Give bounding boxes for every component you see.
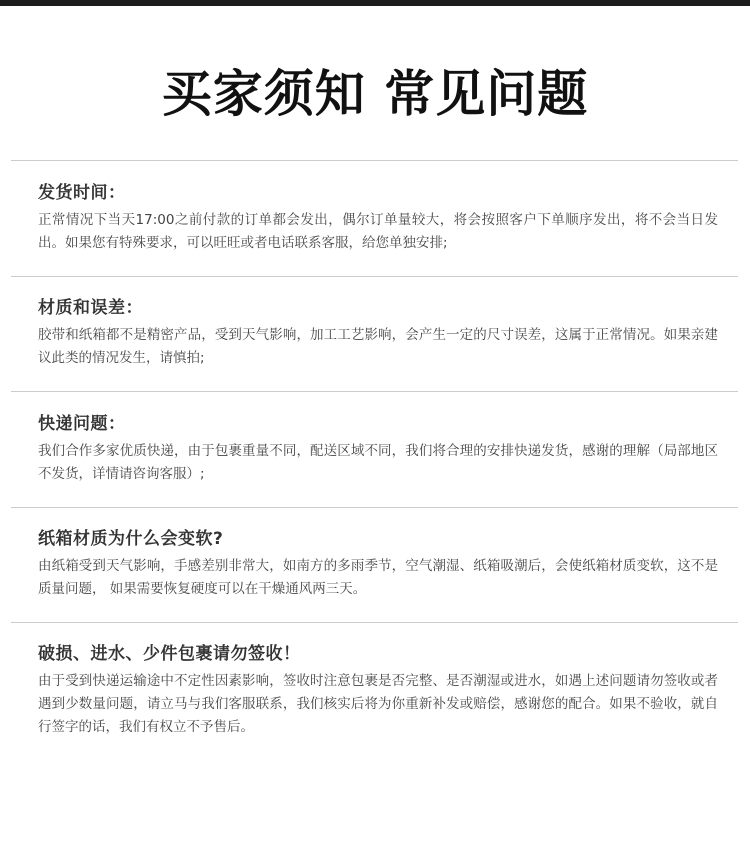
section-heading: 材质和误差： — [38, 298, 143, 318]
page-title: 买家须知 常见问题 — [161, 64, 589, 123]
divider — [11, 160, 738, 161]
top-bar — [0, 0, 750, 6]
section-shipping-time — [38, 181, 718, 255]
section-courier-issues — [38, 412, 718, 486]
section-body: 正常情况下当天17:00之前付款的订单都会发出，偶尔订单量较大，将会按照客户下单顺序发出，将不会当日发出。如果您有特殊要求，可以旺旺或者电话联系客服，给您单独安排; — [38, 212, 718, 251]
divider — [11, 276, 738, 277]
section-body: 由于受到快递运输途中不定性因素影响，签收时注意包裹是否完整、是否潮湿或进水，如遇上述问题请勿签收或者遇到少数量问题，请立马与我们客服联系，我们核实后将为你重新补发或赔偿，感谢您的配合。如果不验收，就自行签字的话，我们有权立不予售后。 — [38, 673, 718, 735]
divider — [11, 622, 738, 623]
section-carton-softening — [38, 527, 718, 601]
section-damaged-packages — [38, 642, 718, 739]
section-body: 由纸箱受到天气影响，手感差别非常大，如南方的多雨季节，空气潮湿、纸箱吸潮后，会使纸箱材质变软，这不是质量问题， 如果需要恢复硬度可以在干燥通风两三天。 — [38, 558, 718, 597]
section-body: 我们合作多家优质快递，由于包裹重量不同，配送区域不同，我们将合理的安排快递发货，感谢的理解（局部地区不发货，详情请咨询客服）; — [38, 443, 718, 482]
section-heading: 纸箱材质为什么会变软? — [38, 529, 224, 549]
section-heading: 发货时间： — [38, 183, 126, 203]
section-heading: 破损、进水、少件包裹请勿签收！ — [38, 644, 301, 664]
section-body: 胶带和纸箱都不是精密产品，受到天气影响，加工工艺影响，会产生一定的尺寸误差，这属于正常情况。如果亲建议此类的情况发生，请慎拍; — [38, 327, 718, 366]
section-heading: 快递问题： — [38, 414, 126, 434]
divider — [11, 507, 738, 508]
section-material-tolerance — [38, 296, 718, 370]
divider — [11, 391, 738, 392]
